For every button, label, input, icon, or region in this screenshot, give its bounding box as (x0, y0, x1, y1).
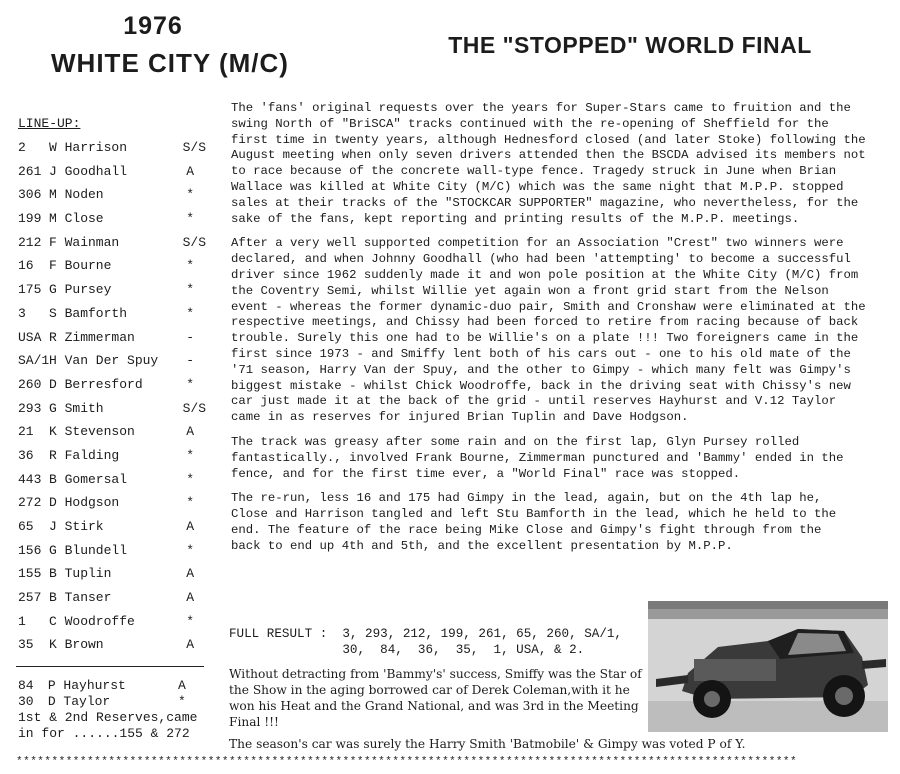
driver-name: C Woodroffe (49, 613, 135, 629)
full-result (229, 626, 649, 658)
driver-grade: * (186, 258, 194, 274)
driver-grade: * (186, 471, 194, 487)
driver-grade: - (186, 353, 194, 369)
lineup-heading: LINE-UP: (18, 116, 81, 131)
lineup-row (18, 326, 208, 350)
reserve-name: D Taylor (47, 694, 111, 709)
lineup-row (18, 349, 208, 373)
lineup-list (18, 136, 208, 657)
driver-number: USA (18, 329, 42, 345)
driver-name: F Wainman (49, 234, 120, 250)
driver-grade: * (186, 376, 194, 392)
driver-name: D Berresford (49, 376, 143, 392)
driver-number: 155 (18, 566, 42, 582)
driver-grade: S/S (182, 140, 206, 155)
reserve-row (18, 694, 218, 710)
lineup-row (18, 397, 208, 421)
driver-name: S Bamforth (49, 305, 128, 321)
article-paragraph: The track was greasy after some rain and on the first lap, Glyn Pursey rolled fantastically., involved Frank Bourne, Zimmerman punctured and 'Bammy' ended in the fence, and for the first time ever, a "World Final" race was stopped. (231, 434, 844, 481)
closing-line: The season's car was surely the Harry Smith 'Batmobile' & Gimpy was voted P of Y. (229, 737, 746, 751)
photo (648, 601, 888, 732)
lineup-row (18, 183, 208, 207)
lineup-row (18, 160, 208, 184)
lineup-row (18, 444, 208, 468)
driver-number: 257 (18, 590, 42, 606)
driver-name: D Hodgson (49, 495, 120, 511)
driver-grade: A (186, 519, 194, 534)
summary-text: Without detracting from 'Bammy's' success, Smiffy was the Star of the Show in the aging borrowed car of Derek Coleman,with it he won his Heat and the Grand National, and was 3rd in the Meeting Final !!! (229, 667, 642, 729)
lineup-row (18, 468, 208, 492)
reserve-row (18, 678, 218, 694)
lineup-row (18, 278, 208, 302)
driver-number: 261 (18, 163, 42, 179)
driver-number: 212 (18, 234, 42, 250)
driver-grade: A (186, 424, 194, 440)
driver-number: SA/1 (18, 353, 50, 369)
driver-name: M Noden (49, 187, 104, 203)
lineup-row (18, 562, 208, 586)
driver-name: R Zimmerman (49, 329, 135, 345)
driver-number: 260 (18, 376, 42, 392)
driver-number: 199 (18, 211, 42, 227)
lineup-row (18, 254, 208, 278)
star-rule: ************************************************************************************************************** (16, 756, 798, 768)
driver-grade: A (186, 566, 194, 582)
driver-name: B Tuplin (49, 566, 112, 582)
driver-name: K Brown (49, 637, 104, 653)
driver-grade: * (186, 447, 194, 463)
lineup-row (18, 207, 208, 231)
lineup-row (18, 302, 208, 326)
lineup-row (18, 373, 208, 397)
driver-number: 272 (18, 495, 42, 511)
driver-number: 2 (18, 140, 26, 155)
driver-name: W Harrison (49, 140, 128, 155)
driver-grade: * (186, 613, 194, 629)
reserve-number: 84 (18, 678, 34, 693)
driver-name: G Pursey (49, 282, 112, 298)
driver-name: J Goodhall (49, 163, 128, 179)
driver-number: 306 (18, 187, 42, 203)
driver-name: M Close (49, 211, 104, 227)
lineup-row (18, 539, 208, 563)
driver-grade: A (186, 637, 194, 653)
lineup-row (18, 231, 208, 255)
article-paragraph: After a very well supported competition for an Association "Crest" two winners were declared, and when Johnny Goodhall (who had been 'attempting' to become a successful driver since 1962 suddenly made it and won pole position at the White City (M/C) from the Coventry Semi, whilst Willie yet again won a front grid start from the Nelson event - whereas the former dynamic-duo pair, Smith and Cronshaw were eliminated at the respective meetings, and Chissy had been forced to retire from racing because of back trouble. Surely this one had to be Willie's on a plate !!! Two foreigners came in the first since 1973 - and Smiffy lent both of his cars out - one to his old mate of the '71 season, Harry Van der Spuy, and the other to Gimpy - which many felt was Gimpy's biggest mistake - whilst Chick Woodroffe, back in the driving seat with Chissy's new car just made it at the back of the grid - until reserves Hayhurst and V.12 Taylor came in as reserves for injured Brian Tuplin and Dave Hodgson. (231, 236, 866, 425)
lineup-row (18, 136, 208, 160)
article-body (231, 101, 871, 564)
driver-grade: * (186, 542, 194, 558)
driver-grade: S/S (182, 234, 206, 250)
driver-number: 65 (18, 519, 34, 534)
driver-number: 21 (18, 424, 34, 440)
lineup-divider (16, 666, 204, 667)
driver-number: 16 (18, 258, 34, 274)
driver-name: K Stevenson (49, 424, 135, 440)
driver-name: G Blundell (49, 542, 128, 558)
driver-number: 293 (18, 400, 42, 416)
driver-grade: S/S (182, 400, 206, 416)
lineup-row (18, 586, 208, 610)
result-line: FULL RESULT : 3, 293, 212, 199, 261, 65, 260, SA/1, (229, 627, 622, 641)
reserves-note: 1st & 2nd Reserves,came (18, 710, 198, 725)
reserves-note: in for ......155 & 272 (18, 726, 190, 741)
driver-grade: * (186, 305, 194, 321)
driver-grade: * (186, 282, 194, 298)
lineup-row (18, 491, 208, 515)
driver-number: 175 (18, 282, 42, 298)
driver-name: B Tanser (49, 590, 112, 606)
driver-grade: A (186, 163, 194, 179)
driver-number: 3 (18, 305, 26, 321)
driver-name: B Gomersal (49, 471, 128, 487)
driver-number: 443 (18, 471, 42, 487)
driver-grade: - (186, 329, 194, 345)
driver-name: F Bourne (49, 258, 112, 274)
driver-name: H Van Der Spuy (49, 353, 159, 369)
article-paragraph: The 'fans' original requests over the years for Super-Stars came to fruition and the swing North of "BriSCA" tracks continued with the re-opening of Sheffield for the first time in twenty years, although Hednesford closed (and later Stoke) following the August meeting when only seven drivers attended then the BSCDA advised its members not to race because of the concrete wall-type fence. Tragedy struck in June when Brian Wallace was killed at White City (M/C) which was the same night that M.P.P. stopped sales at their tracks of the "STOCKCAR SUPPORTER" magazine, who nevertheless, for the sake of the fans, kept reporting and printing results of the M.P.P. meetings. (231, 101, 866, 226)
article-paragraph: The re-run, less 16 and 175 had Gimpy in the lead, again, but on the 4th lap he, Close and Harrison tangled and left Stu Bamforth in the lead, which he held to the end. The feature of the race being Mike Close and Gimpy's fight through from the back to end up 4th and 5th, and the excellent presentation by M.P.P. (231, 491, 837, 553)
lineup-row (18, 420, 208, 444)
driver-number: 156 (18, 542, 42, 558)
reserve-number: 30 (18, 694, 34, 709)
driver-grade: * (186, 495, 194, 511)
driver-number: 35 (18, 637, 34, 653)
lineup-row (18, 610, 208, 634)
stock-car-photo-icon (648, 601, 888, 732)
lineup-row (18, 515, 208, 539)
driver-number: 1 (18, 613, 26, 629)
lineup-row (18, 633, 208, 657)
reserves-block (18, 678, 218, 742)
year-heading: 1976 (123, 12, 183, 40)
driver-number: 36 (18, 447, 34, 463)
reserve-grade: A (178, 678, 186, 693)
driver-grade: * (186, 211, 194, 227)
driver-name: R Falding (49, 447, 120, 463)
driver-grade: * (186, 187, 194, 203)
reserve-grade: * (178, 694, 186, 709)
result-line: 30, 84, 36, 35, 1, USA, & 2. (229, 643, 585, 657)
driver-grade: A (186, 590, 194, 606)
reserve-name: P Hayhurst (47, 678, 126, 693)
driver-name: J Stirk (49, 519, 104, 534)
driver-name: G Smith (49, 400, 104, 416)
venue-heading: WHITE CITY (M/C) (51, 48, 289, 78)
page-title: THE "STOPPED" WORLD FINAL (448, 32, 812, 58)
